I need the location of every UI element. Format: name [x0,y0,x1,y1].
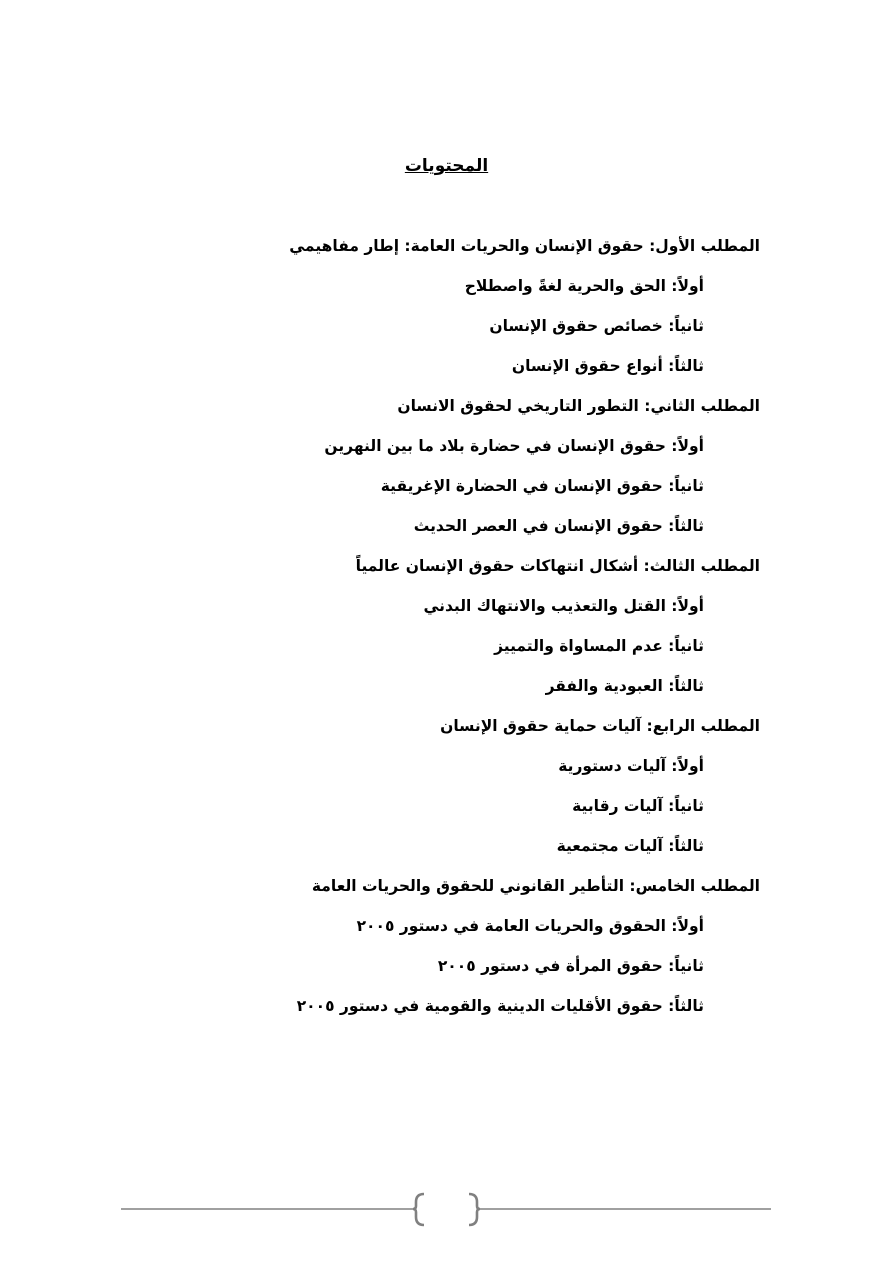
table-of-contents [160,228,760,1028]
toc-section-5 [160,868,760,1028]
toc-item: أولاً: الحقوق والحريات العامة في دستور ٢٠٠٥ [356,917,704,935]
toc-item: ثالثاً: أنواع حقوق الإنسان [511,357,704,375]
toc-section-items [160,748,760,868]
toc-item: أولاً: حقوق الإنسان في حضارة بلاد ما بين النهرين [324,437,704,455]
toc-section-1 [160,228,760,388]
toc-item: ثانياً: آليات رقابية [572,797,704,815]
toc-item: ثالثاً: حقوق الأقليات الدينية والقومية في دستور ٢٠٠٥ [296,997,704,1015]
toc-section-items [160,428,760,548]
toc-section-title: المطلب الرابع: آليات حماية حقوق الإنسان [440,717,760,735]
toc-item: ثانياً: خصائص حقوق الإنسان [489,317,704,335]
toc-item: ثانياً: حقوق الإنسان في الحضارة الإغريقية [380,477,704,495]
toc-item: أولاً: آليات دستورية [558,757,704,775]
toc-section-4 [160,708,760,868]
toc-item: ثانياً: حقوق المرأة في دستور ٢٠٠٥ [437,957,704,975]
toc-section-title: المطلب الثاني: التطور التاريخي لحقوق الانسان [397,397,760,415]
page-footer [0,1190,893,1230]
toc-item: أولاً: القتل والتعذيب والانتهاك البدني [423,597,704,615]
toc-item: ثالثاً: آليات مجتمعية [556,837,704,855]
toc-item: ثالثاً: العبودية والفقر [545,677,704,695]
toc-section-title: المطلب الأول: حقوق الإنسان والحريات العامة: إطار مفاهيمي [289,237,760,255]
toc-section-title: المطلب الخامس: التأطير القانوني للحقوق والحريات العامة [311,877,760,895]
toc-item: أولاً: الحق والحرية لغةً واصطلاح [464,277,704,295]
footer-bracket-left [413,1194,424,1225]
toc-section-2 [160,388,760,548]
toc-section-items [160,268,760,388]
toc-item: ثانياً: عدم المساواة والتمييز [494,637,704,655]
toc-section-3 [160,548,760,708]
toc-section-items [160,588,760,708]
toc-section-items [160,908,760,1028]
toc-item: ثالثاً: حقوق الإنسان في العصر الحديث [413,517,704,535]
page-title: المحتويات [404,156,489,176]
toc-section-title: المطلب الثالث: أشكال انتهاكات حقوق الإنسان عالمياً [355,557,760,575]
footer-bracket-right [469,1194,480,1225]
footer-page-number-frame [0,1190,893,1230]
